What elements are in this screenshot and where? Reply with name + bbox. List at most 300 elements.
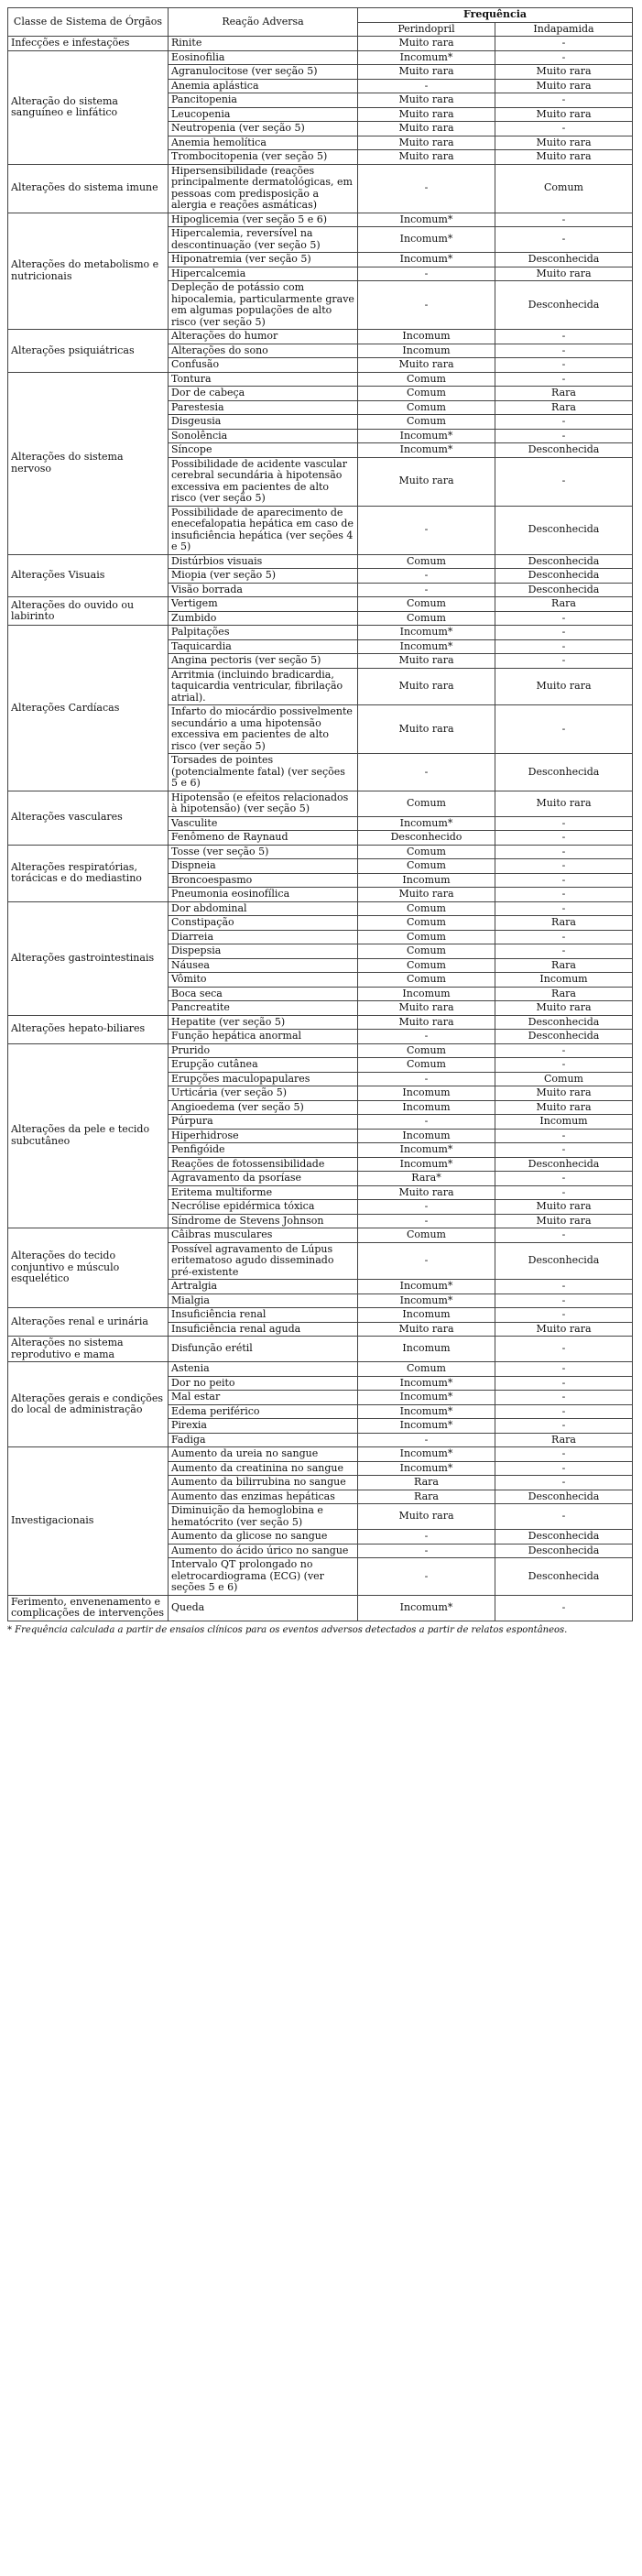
document: [7, 7, 632, 1636]
indapamida-frequency-cell: -: [495, 50, 633, 65]
reaction-cell: Astenia: [169, 1362, 358, 1377]
reaction-cell: Aumento da ureia no sangue: [169, 1447, 358, 1462]
perindopril-frequency-cell: Incomum*: [358, 1461, 495, 1476]
indapamida-frequency-cell: -: [495, 1447, 633, 1462]
reaction-cell: Disfunção erétil: [169, 1337, 358, 1362]
indapamida-frequency-cell: -: [495, 1337, 633, 1362]
perindopril-frequency-cell: Comum: [358, 859, 495, 874]
table-body: [8, 37, 633, 1621]
perindopril-frequency-cell: Muito rara: [358, 136, 495, 150]
table-row: [8, 626, 633, 640]
perindopril-frequency-cell: Incomum*: [358, 1595, 495, 1621]
perindopril-frequency-cell: Muito rara: [358, 1001, 495, 1016]
perindopril-frequency-cell: Incomum*: [358, 1293, 495, 1308]
reaction-cell: Dor de cabeça: [169, 387, 358, 401]
indapamida-frequency-cell: Muito rara: [495, 267, 633, 281]
indapamida-frequency-cell: -: [495, 1391, 633, 1405]
indapamida-frequency-cell: Desconhecida: [495, 253, 633, 267]
table-row: [8, 597, 633, 612]
table-row: [8, 164, 633, 213]
reaction-cell: Parestesia: [169, 400, 358, 415]
reaction-cell: Vômito: [169, 973, 358, 988]
organ-class-cell: Alterações do tecido conjuntivo e músculo esquelético: [8, 1228, 169, 1308]
reaction-cell: Mal estar: [169, 1391, 358, 1405]
reaction-cell: Torsades de pointes (potencialmente fatal) (ver seções 5 e 6): [169, 754, 358, 791]
perindopril-frequency-cell: Incomum: [358, 873, 495, 888]
perindopril-frequency-cell: Muito rara: [358, 37, 495, 51]
indapamida-frequency-cell: Desconhecida: [495, 554, 633, 569]
table-row: [8, 791, 633, 816]
perindopril-frequency-cell: Muito rara: [358, 1322, 495, 1337]
reaction-cell: Aumento das enzimas hepáticas: [169, 1490, 358, 1504]
perindopril-frequency-cell: -: [358, 79, 495, 93]
indapamida-frequency-cell: -: [495, 1404, 633, 1419]
table-row: [8, 372, 633, 387]
perindopril-frequency-cell: -: [358, 1115, 495, 1130]
perindopril-frequency-cell: Muito rara: [358, 65, 495, 80]
reaction-cell: Constipação: [169, 916, 358, 931]
reaction-cell: Prurido: [169, 1043, 358, 1058]
reaction-cell: Reações de fotossensibilidade: [169, 1157, 358, 1172]
indapamida-frequency-cell: -: [495, 831, 633, 846]
indapamida-frequency-cell: Incomum: [495, 1115, 633, 1130]
indapamida-frequency-cell: Desconhecida: [495, 1157, 633, 1172]
perindopril-frequency-cell: -: [358, 1030, 495, 1044]
reaction-cell: Dispepsia: [169, 944, 358, 959]
indapamida-frequency-cell: Incomum: [495, 973, 633, 988]
reaction-cell: Mialgia: [169, 1293, 358, 1308]
indapamida-frequency-cell: Desconhecida: [495, 569, 633, 584]
indapamida-frequency-cell: Muito rara: [495, 1322, 633, 1337]
reaction-cell: Alterações do humor: [169, 330, 358, 344]
table-row: [8, 50, 633, 65]
indapamida-frequency-cell: -: [495, 626, 633, 640]
perindopril-frequency-cell: Muito rara: [358, 1185, 495, 1200]
indapamida-frequency-cell: Muito rara: [495, 1200, 633, 1215]
perindopril-frequency-cell: -: [358, 1072, 495, 1086]
reaction-cell: Fadiga: [169, 1433, 358, 1447]
reaction-cell: Penfigóide: [169, 1143, 358, 1158]
reaction-cell: Hiperhidrose: [169, 1129, 358, 1143]
indapamida-frequency-cell: Rara: [495, 597, 633, 612]
table-row: [8, 1308, 633, 1323]
reaction-cell: Confusão: [169, 358, 358, 373]
perindopril-frequency-cell: Comum: [358, 400, 495, 415]
indapamida-frequency-cell: -: [495, 1172, 633, 1186]
organ-class-cell: Alterações renal e urinária: [8, 1308, 169, 1337]
indapamida-frequency-cell: -: [495, 1129, 633, 1143]
table-row: [8, 37, 633, 51]
reaction-cell: Eritema multiforme: [169, 1185, 358, 1200]
indapamida-frequency-cell: Muito rara: [495, 668, 633, 705]
perindopril-frequency-cell: Comum: [358, 1228, 495, 1243]
indapamida-frequency-cell: -: [495, 1461, 633, 1476]
reaction-cell: Náusea: [169, 958, 358, 973]
indapamida-frequency-cell: Comum: [495, 164, 633, 213]
reaction-cell: Dor no peito: [169, 1376, 358, 1391]
reaction-cell: Síndrome de Stevens Johnson: [169, 1214, 358, 1228]
header-organ-class: Classe de Sistema de Órgãos: [8, 8, 169, 37]
reaction-cell: Câibras musculares: [169, 1228, 358, 1243]
indapamida-frequency-cell: Desconhecida: [495, 1030, 633, 1044]
organ-class-cell: Alterações gerais e condições do local de administração: [8, 1362, 169, 1447]
perindopril-frequency-cell: Comum: [358, 597, 495, 612]
reaction-cell: Urticária (ver seção 5): [169, 1086, 358, 1101]
indapamida-frequency-cell: -: [495, 429, 633, 443]
organ-class-cell: Alterações psiquiátricas: [8, 330, 169, 373]
indapamida-frequency-cell: -: [495, 1376, 633, 1391]
reaction-cell: Pancitopenia: [169, 93, 358, 108]
indapamida-frequency-cell: Desconhecida: [495, 1242, 633, 1280]
indapamida-frequency-cell: -: [495, 1058, 633, 1073]
perindopril-frequency-cell: Incomum: [358, 1100, 495, 1115]
indapamida-frequency-cell: -: [495, 1419, 633, 1434]
perindopril-frequency-cell: -: [358, 583, 495, 597]
table-row: [8, 1043, 633, 1058]
indapamida-frequency-cell: Desconhecida: [495, 1490, 633, 1504]
perindopril-frequency-cell: Comum: [358, 554, 495, 569]
perindopril-frequency-cell: Muito rara: [358, 668, 495, 705]
organ-class-cell: Infecções e infestações: [8, 37, 169, 51]
indapamida-frequency-cell: Rara: [495, 387, 633, 401]
indapamida-frequency-cell: -: [495, 1228, 633, 1243]
indapamida-frequency-cell: -: [495, 1595, 633, 1621]
reaction-cell: Aumento do ácido úrico no sangue: [169, 1544, 358, 1558]
perindopril-frequency-cell: Incomum*: [358, 1447, 495, 1462]
reaction-cell: Necrólise epidérmica tóxica: [169, 1200, 358, 1215]
reaction-cell: Pancreatite: [169, 1001, 358, 1016]
perindopril-frequency-cell: Incomum*: [358, 639, 495, 654]
perindopril-frequency-cell: Incomum*: [358, 1404, 495, 1419]
header-adverse-reaction: Reação Adversa: [169, 8, 358, 37]
reaction-cell: Hipercalcemia: [169, 267, 358, 281]
indapamida-frequency-cell: Muito rara: [495, 79, 633, 93]
indapamida-frequency-cell: -: [495, 888, 633, 902]
table-row: [8, 554, 633, 569]
perindopril-frequency-cell: -: [358, 164, 495, 213]
reaction-cell: Hipotensão (e efeitos relacionados à hipotensão) (ver seção 5): [169, 791, 358, 816]
reaction-cell: Insuficiência renal aguda: [169, 1322, 358, 1337]
perindopril-frequency-cell: Comum: [358, 916, 495, 931]
indapamida-frequency-cell: -: [495, 415, 633, 430]
reaction-cell: Anemia aplástica: [169, 79, 358, 93]
organ-class-cell: Alterações hepato-biliares: [8, 1015, 169, 1043]
reaction-cell: Alterações do sono: [169, 344, 358, 358]
reaction-cell: Hipercalemia, reversível na descontinuação (ver seção 5): [169, 227, 358, 253]
indapamida-frequency-cell: -: [495, 1143, 633, 1158]
indapamida-frequency-cell: -: [495, 1043, 633, 1058]
indapamida-frequency-cell: Muito rara: [495, 150, 633, 165]
perindopril-frequency-cell: -: [358, 1242, 495, 1280]
perindopril-frequency-cell: -: [358, 1214, 495, 1228]
indapamida-frequency-cell: -: [495, 816, 633, 831]
indapamida-frequency-cell: -: [495, 1476, 633, 1490]
perindopril-frequency-cell: Muito rara: [358, 150, 495, 165]
perindopril-frequency-cell: Muito rara: [358, 888, 495, 902]
indapamida-frequency-cell: Muito rara: [495, 791, 633, 816]
perindopril-frequency-cell: Incomum*: [358, 1280, 495, 1294]
reaction-cell: Broncoespasmo: [169, 873, 358, 888]
perindopril-frequency-cell: -: [358, 281, 495, 330]
perindopril-frequency-cell: -: [358, 1558, 495, 1596]
indapamida-frequency-cell: -: [495, 1362, 633, 1377]
reaction-cell: Insuficiência renal: [169, 1308, 358, 1323]
header-perindopril: Perindopril: [358, 22, 495, 37]
perindopril-frequency-cell: Muito rara: [358, 705, 495, 754]
perindopril-frequency-cell: Comum: [358, 1362, 495, 1377]
reaction-cell: Aumento da bilirrubina no sangue: [169, 1476, 358, 1490]
reaction-cell: Dor abdominal: [169, 901, 358, 916]
organ-class-cell: Alterações Visuais: [8, 554, 169, 597]
perindopril-frequency-cell: Incomum: [358, 1086, 495, 1101]
perindopril-frequency-cell: Incomum*: [358, 1376, 495, 1391]
indapamida-frequency-cell: Desconhecida: [495, 1530, 633, 1545]
table-row: [8, 901, 633, 916]
reaction-cell: Erupção cutânea: [169, 1058, 358, 1073]
perindopril-frequency-cell: Incomum: [358, 344, 495, 358]
organ-class-cell: Investigacionais: [8, 1447, 169, 1596]
reaction-cell: Aumento da glicose no sangue: [169, 1530, 358, 1545]
indapamida-frequency-cell: -: [495, 122, 633, 136]
perindopril-frequency-cell: Comum: [358, 845, 495, 859]
perindopril-frequency-cell: Muito rara: [358, 1015, 495, 1030]
reaction-cell: Angioedema (ver seção 5): [169, 1100, 358, 1115]
reaction-cell: Boca seca: [169, 987, 358, 1001]
perindopril-frequency-cell: Muito rara: [358, 1504, 495, 1530]
reaction-cell: Pneumonia eosinofílica: [169, 888, 358, 902]
perindopril-frequency-cell: -: [358, 1544, 495, 1558]
perindopril-frequency-cell: Rara: [358, 1490, 495, 1504]
perindopril-frequency-cell: Incomum: [358, 1129, 495, 1143]
perindopril-frequency-cell: Comum: [358, 1058, 495, 1073]
perindopril-frequency-cell: Incomum*: [358, 1143, 495, 1158]
perindopril-frequency-cell: Incomum*: [358, 1157, 495, 1172]
footnote: * Frequência calculada a partir de ensaios clínicos para os eventos adversos detectados a partir de relatos espontâneos.: [7, 1624, 568, 1635]
reaction-cell: Distúrbios visuais: [169, 554, 358, 569]
organ-class-cell: Alterações gastrointestinais: [8, 901, 169, 1015]
reaction-cell: Vertigem: [169, 597, 358, 612]
reaction-cell: Palpitações: [169, 626, 358, 640]
perindopril-frequency-cell: Incomum*: [358, 626, 495, 640]
perindopril-frequency-cell: Muito rara: [358, 107, 495, 122]
perindopril-frequency-cell: Desconhecido: [358, 831, 495, 846]
indapamida-frequency-cell: Desconhecida: [495, 443, 633, 458]
indapamida-frequency-cell: Rara: [495, 958, 633, 973]
indapamida-frequency-cell: -: [495, 457, 633, 506]
indapamida-frequency-cell: Desconhecida: [495, 281, 633, 330]
table-row: [8, 845, 633, 859]
table-row: [8, 1015, 633, 1030]
organ-class-cell: Ferimento, envenenamento e complicações de intervenções: [8, 1595, 169, 1621]
indapamida-frequency-cell: -: [495, 873, 633, 888]
organ-class-cell: Alterações do ouvido ou labirinto: [8, 597, 169, 626]
indapamida-frequency-cell: Muito rara: [495, 1001, 633, 1016]
reaction-cell: Arritmia (incluindo bradicardia, taquicardia ventricular, fibrilação atrial).: [169, 668, 358, 705]
perindopril-frequency-cell: -: [358, 1530, 495, 1545]
table-row: [8, 1595, 633, 1621]
perindopril-frequency-cell: Comum: [358, 387, 495, 401]
table-row: [8, 1447, 633, 1462]
reaction-cell: Fenômeno de Raynaud: [169, 831, 358, 846]
perindopril-frequency-cell: Incomum: [358, 1337, 495, 1362]
perindopril-frequency-cell: Incomum*: [358, 50, 495, 65]
adverse-reactions-table: [7, 7, 633, 1621]
indapamida-frequency-cell: Muito rara: [495, 1086, 633, 1101]
table-row: [8, 1362, 633, 1377]
reaction-cell: Infarto do miocárdio possivelmente secundário a uma hipotensão excessiva em pacientes de alto risco (ver seção 5): [169, 705, 358, 754]
indapamida-frequency-cell: -: [495, 37, 633, 51]
indapamida-frequency-cell: -: [495, 1504, 633, 1530]
reaction-cell: Depleção de potássio com hipocalemia, particularmente grave em algumas populações de alto risco (ver seção 5): [169, 281, 358, 330]
reaction-cell: Função hepática anormal: [169, 1030, 358, 1044]
perindopril-frequency-cell: Incomum*: [358, 253, 495, 267]
reaction-cell: Zumbido: [169, 611, 358, 626]
perindopril-frequency-cell: Comum: [358, 372, 495, 387]
indapamida-frequency-cell: Desconhecida: [495, 583, 633, 597]
perindopril-frequency-cell: Comum: [358, 958, 495, 973]
reaction-cell: Dispneia: [169, 859, 358, 874]
indapamida-frequency-cell: -: [495, 845, 633, 859]
perindopril-frequency-cell: Comum: [358, 944, 495, 959]
indapamida-frequency-cell: Rara: [495, 916, 633, 931]
reaction-cell: Angina pectoris (ver seção 5): [169, 654, 358, 669]
indapamida-frequency-cell: -: [495, 859, 633, 874]
perindopril-frequency-cell: -: [358, 1200, 495, 1215]
indapamida-frequency-cell: -: [495, 1185, 633, 1200]
reaction-cell: Agranulocitose (ver seção 5): [169, 65, 358, 80]
reaction-cell: Vasculite: [169, 816, 358, 831]
perindopril-frequency-cell: Incomum: [358, 1308, 495, 1323]
reaction-cell: Hepatite (ver seção 5): [169, 1015, 358, 1030]
indapamida-frequency-cell: Desconhecida: [495, 1558, 633, 1596]
reaction-cell: Leucopenia: [169, 107, 358, 122]
table-row: [8, 1337, 633, 1362]
reaction-cell: Tosse (ver seção 5): [169, 845, 358, 859]
perindopril-frequency-cell: Incomum*: [358, 1391, 495, 1405]
perindopril-frequency-cell: Comum: [358, 611, 495, 626]
indapamida-frequency-cell: -: [495, 358, 633, 373]
reaction-cell: Possibilidade de acidente vascular cerebral secundária à hipotensão excessiva em pacientes de alto risco (ver seção 5): [169, 457, 358, 506]
reaction-cell: Pirexia: [169, 1419, 358, 1434]
perindopril-frequency-cell: Incomum*: [358, 213, 495, 227]
perindopril-frequency-cell: Muito rara: [358, 457, 495, 506]
indapamida-frequency-cell: -: [495, 639, 633, 654]
perindopril-frequency-cell: Muito rara: [358, 93, 495, 108]
indapamida-frequency-cell: Desconhecida: [495, 1544, 633, 1558]
perindopril-frequency-cell: -: [358, 754, 495, 791]
indapamida-frequency-cell: Rara: [495, 400, 633, 415]
reaction-cell: Tontura: [169, 372, 358, 387]
organ-class-cell: Alterações do sistema imune: [8, 164, 169, 213]
table-row: [8, 330, 633, 344]
reaction-cell: Anemia hemolítica: [169, 136, 358, 150]
reaction-cell: Miopia (ver seção 5): [169, 569, 358, 584]
reaction-cell: Síncope: [169, 443, 358, 458]
perindopril-frequency-cell: -: [358, 1433, 495, 1447]
organ-class-cell: Alterações da pele e tecido subcutâneo: [8, 1043, 169, 1228]
indapamida-frequency-cell: -: [495, 344, 633, 358]
perindopril-frequency-cell: Comum: [358, 1043, 495, 1058]
reaction-cell: Diarreia: [169, 930, 358, 944]
indapamida-frequency-cell: -: [495, 1280, 633, 1294]
header-indapamida: Indapamida: [495, 22, 633, 37]
indapamida-frequency-cell: Desconhecida: [495, 506, 633, 554]
reaction-cell: Eosinofilia: [169, 50, 358, 65]
reaction-cell: Aumento da creatinina no sangue: [169, 1461, 358, 1476]
perindopril-frequency-cell: Muito rara: [358, 654, 495, 669]
perindopril-frequency-cell: Muito rara: [358, 122, 495, 136]
perindopril-frequency-cell: Comum: [358, 415, 495, 430]
perindopril-frequency-cell: Incomum: [358, 987, 495, 1001]
indapamida-frequency-cell: -: [495, 1293, 633, 1308]
reaction-cell: Hipoglicemia (ver seção 5 e 6): [169, 213, 358, 227]
indapamida-frequency-cell: -: [495, 372, 633, 387]
organ-class-cell: Alterações no sistema reprodutivo e mama: [8, 1337, 169, 1362]
indapamida-frequency-cell: Muito rara: [495, 136, 633, 150]
perindopril-frequency-cell: Incomum: [358, 330, 495, 344]
indapamida-frequency-cell: Muito rara: [495, 65, 633, 80]
reaction-cell: Neutropenia (ver seção 5): [169, 122, 358, 136]
reaction-cell: Hipersensibilidade (reações principalmente dermatológicas, em pessoas com predisposição a alergia e reações asmáticas): [169, 164, 358, 213]
indapamida-frequency-cell: Comum: [495, 1072, 633, 1086]
organ-class-cell: Alterações respiratórias, torácicas e do mediastino: [8, 845, 169, 901]
indapamida-frequency-cell: -: [495, 611, 633, 626]
reaction-cell: Possibilidade de aparecimento de enecefalopatia hepática em caso de insuficiência hepática (ver seções 4 e 5): [169, 506, 358, 554]
reaction-cell: Rinite: [169, 37, 358, 51]
reaction-cell: Púrpura: [169, 1115, 358, 1130]
indapamida-frequency-cell: -: [495, 930, 633, 944]
reaction-cell: Possível agravamento de Lúpus eritematoso agudo disseminado pré-existente: [169, 1242, 358, 1280]
reaction-cell: Diminuição da hemoglobina e hematócrito (ver seção 5): [169, 1504, 358, 1530]
perindopril-frequency-cell: -: [358, 506, 495, 554]
perindopril-frequency-cell: Incomum*: [358, 816, 495, 831]
organ-class-cell: Alterações vasculares: [8, 791, 169, 845]
indapamida-frequency-cell: -: [495, 1308, 633, 1323]
indapamida-frequency-cell: -: [495, 901, 633, 916]
table-header: [8, 8, 633, 37]
indapamida-frequency-cell: Muito rara: [495, 1100, 633, 1115]
indapamida-frequency-cell: -: [495, 330, 633, 344]
indapamida-frequency-cell: Rara: [495, 987, 633, 1001]
reaction-cell: Artralgia: [169, 1280, 358, 1294]
perindopril-frequency-cell: Comum: [358, 973, 495, 988]
indapamida-frequency-cell: -: [495, 93, 633, 108]
perindopril-frequency-cell: -: [358, 569, 495, 584]
reaction-cell: Sonolência: [169, 429, 358, 443]
organ-class-cell: Alterações do sistema nervoso: [8, 372, 169, 554]
reaction-cell: Intervalo QT prolongado no eletrocardiograma (ECG) (ver seções 5 e 6): [169, 1558, 358, 1596]
reaction-cell: Agravamento da psoríase: [169, 1172, 358, 1186]
perindopril-frequency-cell: Incomum*: [358, 429, 495, 443]
reaction-cell: Erupções maculopapulares: [169, 1072, 358, 1086]
perindopril-frequency-cell: Muito rara: [358, 358, 495, 373]
indapamida-frequency-cell: -: [495, 944, 633, 959]
indapamida-frequency-cell: Desconhecida: [495, 1015, 633, 1030]
perindopril-frequency-cell: Rara: [358, 1476, 495, 1490]
reaction-cell: Hiponatremia (ver seção 5): [169, 253, 358, 267]
indapamida-frequency-cell: Desconhecida: [495, 754, 633, 791]
indapamida-frequency-cell: -: [495, 654, 633, 669]
perindopril-frequency-cell: Comum: [358, 901, 495, 916]
perindopril-frequency-cell: Incomum*: [358, 227, 495, 253]
table-row: [8, 213, 633, 227]
header-frequency: Frequência: [358, 8, 633, 23]
perindopril-frequency-cell: Rara*: [358, 1172, 495, 1186]
indapamida-frequency-cell: Muito rara: [495, 1214, 633, 1228]
perindopril-frequency-cell: -: [358, 267, 495, 281]
perindopril-frequency-cell: Incomum*: [358, 443, 495, 458]
reaction-cell: Trombocitopenia (ver seção 5): [169, 150, 358, 165]
